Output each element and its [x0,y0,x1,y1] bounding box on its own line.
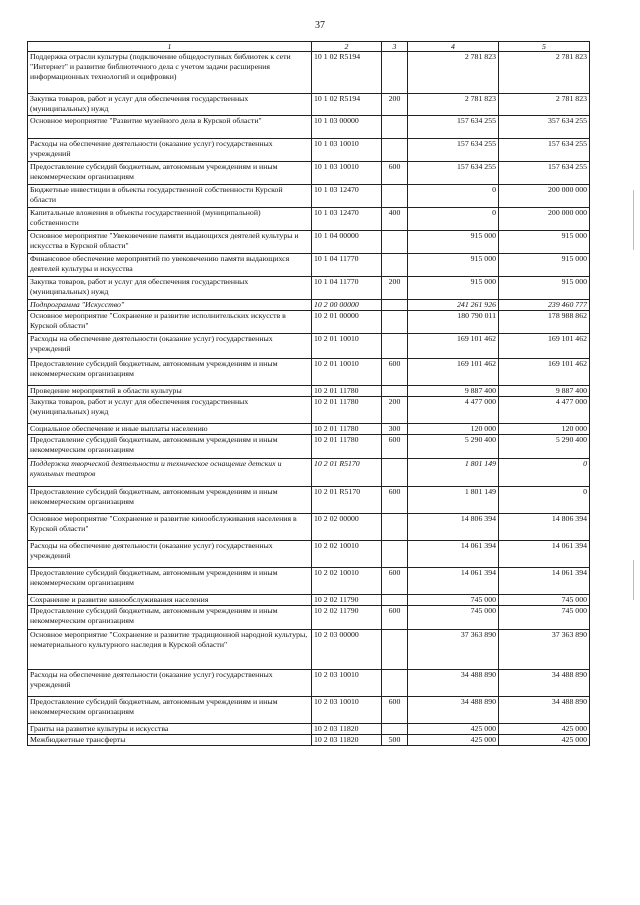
row-expense-type-cell: 600 [382,162,408,185]
row-amount-year2-cell: 157 634 255 [499,139,590,162]
row-expense-type-cell: 400 [382,208,408,231]
row-amount-year2-cell: 357 634 255 [499,116,590,139]
row-name-cell: Социальное обеспечение и иные выплаты населению [28,424,312,435]
row-amount-year1-cell: 37 363 890 [408,630,499,670]
row-amount-year2-cell: 915 000 [499,277,590,300]
row-amount-year1-cell: 14 061 394 [408,568,499,595]
row-amount-year1-cell: 0 [408,208,499,231]
row-amount-year2-cell: 745 000 [499,595,590,606]
row-amount-year1-cell: 2 781 823 [408,94,499,116]
row-name-cell: Расходы на обеспечение деятельности (оказание услуг) государственных учреждений [28,541,312,568]
row-amount-year1-cell: 180 790 011 [408,311,499,334]
row-amount-year2-cell: 169 101 462 [499,334,590,359]
row-amount-year2-cell: 157 634 255 [499,162,590,185]
table-row [28,568,590,595]
row-code-cell: 10 1 04 11770 [312,277,382,300]
row-expense-type-cell [382,630,408,670]
row-expense-type-cell [382,231,408,254]
row-amount-year2-cell: 745 000 [499,606,590,630]
row-code-cell: 10 2 01 00000 [312,311,382,334]
row-expense-type-cell: 600 [382,359,408,386]
table-row [28,300,590,311]
row-expense-type-cell [382,52,408,94]
row-name-cell: Капитальные вложения в объекты государственной (муниципальной) собственности [28,208,312,231]
row-amount-year1-cell: 425 000 [408,735,499,746]
row-amount-year1-cell: 157 634 255 [408,139,499,162]
row-amount-year2-cell: 2 781 823 [499,94,590,116]
row-name-cell: Предоставление субсидий бюджетным, автономным учреждениям и иным некоммерческим организациям [28,435,312,459]
row-name-cell: Расходы на обеспечение деятельности (оказание услуг) государственных учреждений [28,334,312,359]
scan-edge-mark [633,560,634,600]
row-amount-year1-cell: 0 [408,185,499,208]
row-code-cell: 10 2 01 10010 [312,359,382,386]
row-amount-year2-cell: 915 000 [499,231,590,254]
row-amount-year2-cell: 34 488 890 [499,670,590,697]
row-name-cell: Подпрограмма "Искусство" [28,300,312,311]
row-name-cell: Расходы на обеспечение деятельности (оказание услуг) государственных учреждений [28,139,312,162]
row-code-cell: 10 2 01 11780 [312,397,382,424]
row-amount-year1-cell: 2 781 823 [408,52,499,94]
row-expense-type-cell [382,670,408,697]
budget-table [27,41,590,746]
row-name-cell: Межбюджетные трансферты [28,735,312,746]
row-code-cell: 10 2 01 10010 [312,334,382,359]
row-amount-year1-cell: 915 000 [408,277,499,300]
table-row [28,735,590,746]
row-name-cell: Проведение мероприятий в области культуры [28,386,312,397]
table-row [28,606,590,630]
row-expense-type-cell [382,514,408,541]
row-code-cell: 10 1 02 R5194 [312,52,382,94]
row-expense-type-cell: 600 [382,487,408,514]
row-amount-year2-cell: 34 488 890 [499,697,590,724]
table-row [28,116,590,139]
row-expense-type-cell [382,386,408,397]
row-code-cell: 10 1 03 12470 [312,208,382,231]
row-name-cell: Расходы на обеспечение деятельности (оказание услуг) государственных учреждений [28,670,312,697]
row-name-cell: Основное мероприятие "Сохранение и развитие традиционной народной культуры, нематериального культурного наследия в Курской области" [28,630,312,670]
row-amount-year2-cell: 120 000 [499,424,590,435]
row-expense-type-cell: 600 [382,697,408,724]
row-code-cell: 10 1 02 R5194 [312,94,382,116]
row-expense-type-cell [382,300,408,311]
row-amount-year2-cell: 37 363 890 [499,630,590,670]
row-code-cell: 10 2 01 11780 [312,386,382,397]
row-amount-year2-cell: 14 806 394 [499,514,590,541]
row-code-cell: 10 2 03 11820 [312,724,382,735]
table-row [28,311,590,334]
row-name-cell: Предоставление субсидий бюджетным, автономным учреждениям и иным некоммерческим организациям [28,487,312,514]
table-row [28,231,590,254]
row-expense-type-cell [382,334,408,359]
row-name-cell: Основное мероприятие "Сохранение и развитие исполнительских искусств в Курской области" [28,311,312,334]
row-code-cell: 10 2 03 10010 [312,697,382,724]
row-code-cell: 10 1 03 10010 [312,162,382,185]
row-amount-year1-cell: 425 000 [408,724,499,735]
row-amount-year1-cell: 4 477 000 [408,397,499,424]
row-code-cell: 10 2 03 00000 [312,630,382,670]
row-amount-year1-cell: 915 000 [408,231,499,254]
header-col-2: 2 [312,42,382,52]
row-amount-year1-cell: 745 000 [408,606,499,630]
row-amount-year1-cell: 241 261 926 [408,300,499,311]
row-expense-type-cell [382,254,408,277]
table-row [28,185,590,208]
row-code-cell: 10 2 00 00000 [312,300,382,311]
scan-edge-mark [633,190,634,250]
row-code-cell: 10 2 02 10010 [312,568,382,595]
row-expense-type-cell: 200 [382,277,408,300]
row-name-cell: Финансовое обеспечение мероприятий по увековечению памяти выдающихся деятелей культуры и искусства [28,254,312,277]
row-code-cell: 10 2 02 11790 [312,595,382,606]
row-amount-year1-cell: 5 290 400 [408,435,499,459]
row-amount-year2-cell: 4 477 000 [499,397,590,424]
row-amount-year1-cell: 169 101 462 [408,334,499,359]
row-name-cell: Предоставление субсидий бюджетным, автономным учреждениям и иным некоммерческим организациям [28,697,312,724]
row-expense-type-cell [382,724,408,735]
row-amount-year2-cell: 239 460 777 [499,300,590,311]
page-number: 37 [315,20,325,31]
table-row [28,424,590,435]
row-amount-year1-cell: 34 488 890 [408,697,499,724]
row-amount-year2-cell: 169 101 462 [499,359,590,386]
row-amount-year1-cell: 14 061 394 [408,541,499,568]
row-expense-type-cell: 600 [382,606,408,630]
row-amount-year2-cell: 0 [499,487,590,514]
row-name-cell: Предоставление субсидий бюджетным, автономным учреждениям и иным некоммерческим организациям [28,359,312,386]
row-amount-year1-cell: 745 000 [408,595,499,606]
row-amount-year2-cell: 200 000 000 [499,185,590,208]
row-amount-year2-cell: 14 061 394 [499,541,590,568]
row-amount-year2-cell: 9 887 400 [499,386,590,397]
row-expense-type-cell: 200 [382,397,408,424]
row-amount-year2-cell: 5 290 400 [499,435,590,459]
row-expense-type-cell [382,459,408,487]
table-row [28,162,590,185]
header-col-4: 4 [408,42,499,52]
row-name-cell: Основное мероприятие "Увековечение памяти выдающихся деятелей культуры и искусства в Курской области" [28,231,312,254]
row-name-cell: Предоставление субсидий бюджетным, автономным учреждениям и иным некоммерческим организациям [28,606,312,630]
row-amount-year1-cell: 157 634 255 [408,116,499,139]
row-code-cell: 10 2 01 11780 [312,424,382,435]
row-name-cell: Основное мероприятие "Сохранение и развитие кинообслуживания населения в Курской области" [28,514,312,541]
row-amount-year2-cell: 200 000 000 [499,208,590,231]
row-expense-type-cell [382,311,408,334]
row-expense-type-cell [382,595,408,606]
row-expense-type-cell [382,139,408,162]
row-expense-type-cell: 300 [382,424,408,435]
row-amount-year2-cell: 915 000 [499,254,590,277]
table-row [28,514,590,541]
row-name-cell: Закупка товаров, работ и услуг для обеспечения государственных (муниципальных) нужд [28,94,312,116]
table-row [28,359,590,386]
row-expense-type-cell: 200 [382,94,408,116]
row-amount-year1-cell: 9 887 400 [408,386,499,397]
row-code-cell: 10 2 02 00000 [312,514,382,541]
row-amount-year1-cell: 34 488 890 [408,670,499,697]
row-amount-year2-cell: 14 061 394 [499,568,590,595]
row-code-cell: 10 1 03 12470 [312,185,382,208]
row-name-cell: Гранты на развитие культуры и искусства [28,724,312,735]
row-name-cell: Закупка товаров, работ и услуг для обеспечения государственных (муниципальных) нужд [28,397,312,424]
table-row [28,630,590,670]
table-row [28,724,590,735]
row-expense-type-cell: 600 [382,435,408,459]
header-col-1: 1 [28,42,312,52]
row-expense-type-cell: 600 [382,568,408,595]
row-code-cell: 10 1 03 10010 [312,139,382,162]
row-amount-year1-cell: 1 801 149 [408,459,499,487]
table-row [28,487,590,514]
table-row [28,94,590,116]
row-code-cell: 10 2 02 10010 [312,541,382,568]
row-amount-year1-cell: 169 101 462 [408,359,499,386]
row-expense-type-cell [382,116,408,139]
table-row [28,254,590,277]
row-amount-year1-cell: 14 806 394 [408,514,499,541]
table-row [28,386,590,397]
row-amount-year2-cell: 2 781 823 [499,52,590,94]
table-row [28,670,590,697]
row-name-cell: Основное мероприятие "Развитие музейного дела в Курской области" [28,116,312,139]
row-name-cell: Поддержка отрасли культуры (подключение общедоступных библиотек к сети "Интернет" и развитие библиотечного дела с учетом задачи расширения информационных технологий и оцифровки) [28,52,312,94]
row-code-cell: 10 2 03 11820 [312,735,382,746]
row-name-cell: Предоставление субсидий бюджетным, автономным учреждениям и иным некоммерческим организациям [28,568,312,595]
table-row [28,208,590,231]
row-amount-year1-cell: 915 000 [408,254,499,277]
table-row [28,595,590,606]
row-code-cell: 10 2 01 11780 [312,435,382,459]
table-row [28,277,590,300]
row-name-cell: Предоставление субсидий бюджетным, автономным учреждениям и иным некоммерческим организациям [28,162,312,185]
row-amount-year2-cell: 425 000 [499,724,590,735]
row-amount-year2-cell: 0 [499,459,590,487]
header-col-5: 5 [499,42,590,52]
table-row [28,435,590,459]
row-code-cell: 10 1 03 00000 [312,116,382,139]
table-row [28,541,590,568]
row-name-cell: Сохранение и развитие кинообслуживания населения [28,595,312,606]
table-row [28,459,590,487]
row-amount-year2-cell: 425 000 [499,735,590,746]
row-expense-type-cell: 500 [382,735,408,746]
row-amount-year2-cell: 178 988 862 [499,311,590,334]
row-code-cell: 10 2 01 R5170 [312,459,382,487]
row-code-cell: 10 2 03 10010 [312,670,382,697]
table-row [28,334,590,359]
row-code-cell: 10 1 04 00000 [312,231,382,254]
row-expense-type-cell [382,185,408,208]
row-name-cell: Бюджетные инвестиции в объекты государственной собственности Курской области [28,185,312,208]
table-row [28,697,590,724]
table-row [28,139,590,162]
row-name-cell: Закупка товаров, работ и услуг для обеспечения государственных (муниципальных) нужд [28,277,312,300]
row-amount-year1-cell: 1 801 149 [408,487,499,514]
row-name-cell: Поддержка творческой деятельности и техническое оснащение детских и кукольных театров [28,459,312,487]
row-amount-year1-cell: 157 634 255 [408,162,499,185]
table-row [28,52,590,94]
row-expense-type-cell [382,541,408,568]
row-code-cell: 10 1 04 11770 [312,254,382,277]
row-code-cell: 10 2 02 11790 [312,606,382,630]
row-code-cell: 10 2 01 R5170 [312,487,382,514]
table-header-row [28,42,590,52]
header-col-3: 3 [382,42,408,52]
row-amount-year1-cell: 120 000 [408,424,499,435]
table-row [28,397,590,424]
